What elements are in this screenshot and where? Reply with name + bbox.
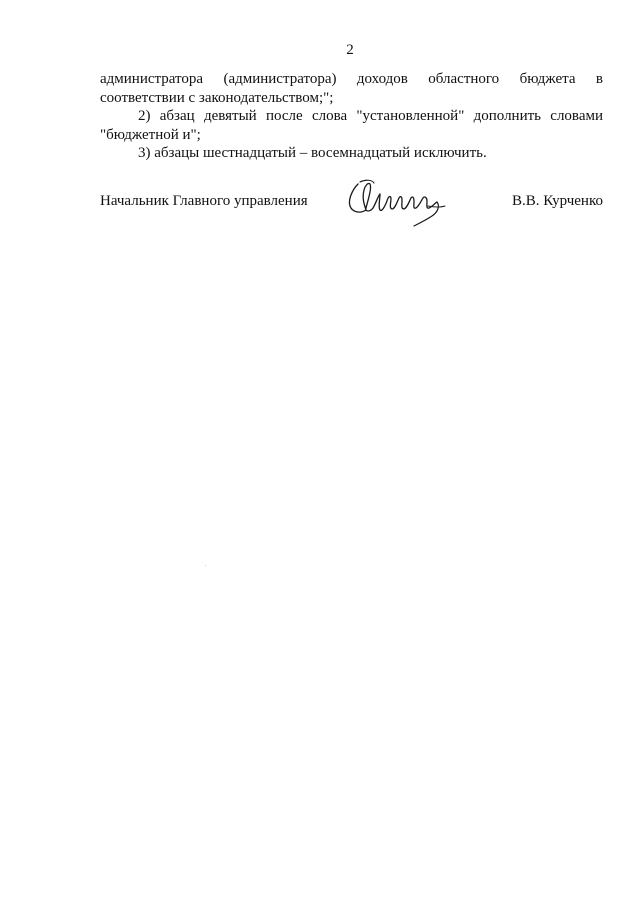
paragraph-1-line-1: администратора (администратора) доходов областного бюджета в	[100, 71, 603, 87]
signatory-name: В.В. Курченко	[511, 193, 603, 209]
paragraph-2-line-2: "бюджетной и";	[100, 126, 201, 143]
page-number: 2	[346, 42, 354, 58]
scan-artifact	[205, 565, 206, 566]
document-body	[100, 70, 603, 163]
paragraph-1-line-2: соответствии с законодательством;";	[100, 89, 334, 106]
signatory-position: Начальник Главного управления	[100, 193, 308, 209]
paragraph-3-line-1: 3) абзацы шестнадцатый – восемнадцатый исключить.	[138, 145, 487, 161]
handwritten-signature-icon	[344, 176, 454, 228]
paragraph-2-line-1: 2) абзац девятый после слова "установленной" дополнить словами	[138, 108, 603, 124]
